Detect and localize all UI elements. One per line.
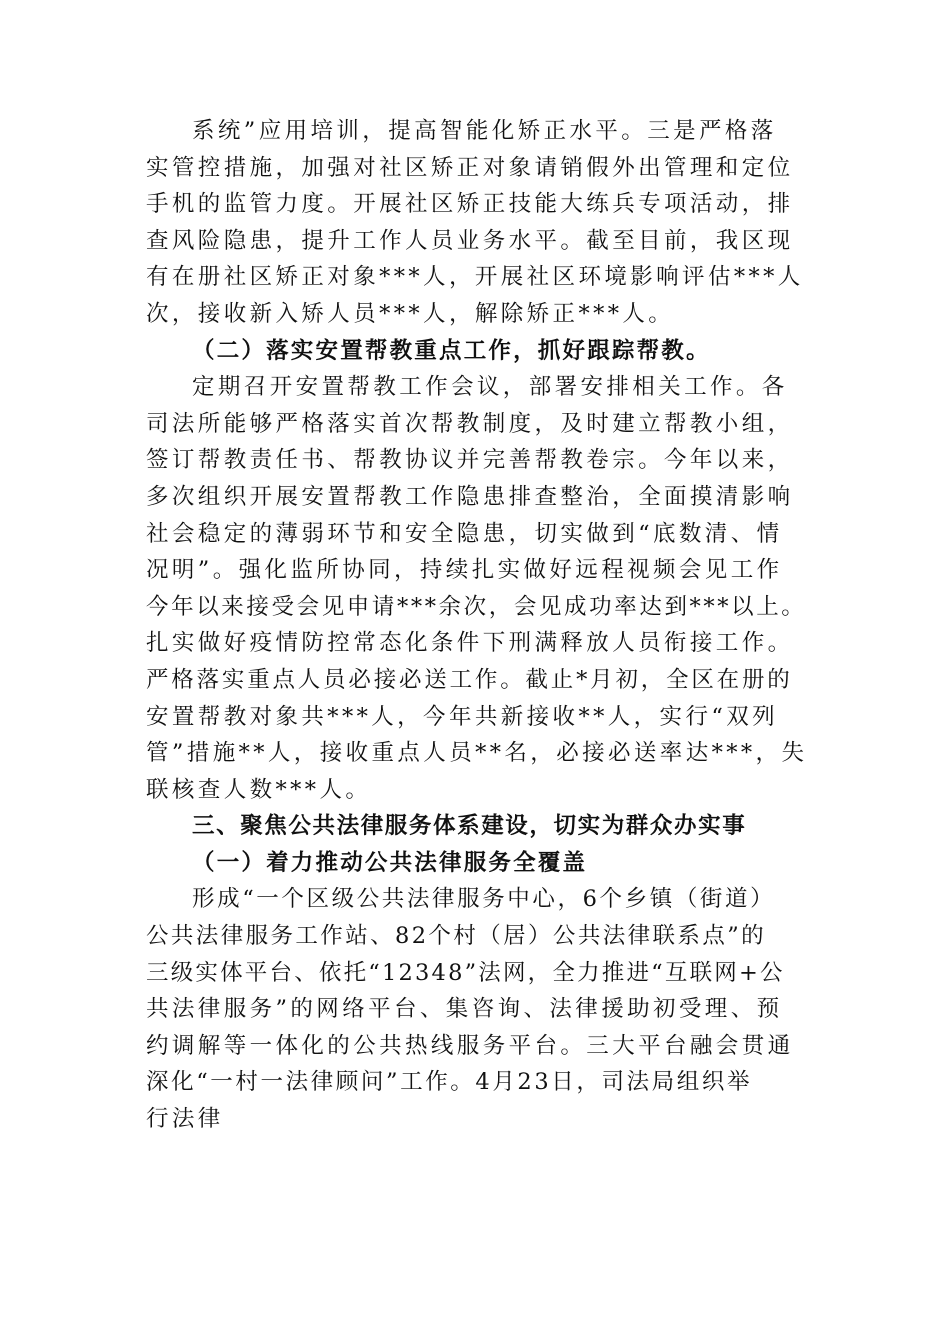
paragraph-line: 今年以来接受会见申请***余次，会见成功率达到***以上。 [146,593,807,620]
paragraph-line: 社会稳定的薄弱环节和安全隐患，切实做到“底数清、情 [146,520,783,547]
section-subheading: （一）着力推动公共法律服务全覆盖 [192,849,588,876]
paragraph-line: 约调解等一体化的公共热线服务平台。三大平台融会贯通 [146,1032,794,1059]
paragraph-line: 况明”。强化监所协同，持续扎实做好远程视频会见工作 [146,557,783,584]
section-subheading: （二）落实安置帮教重点工作，抓好跟踪帮教。 [192,337,711,364]
paragraph-line: 实管控措施，加强对社区矫正对象请销假外出管理和定位 [146,154,794,181]
paragraph-line: 司法所能够严格落实首次帮教制度，及时建立帮教小组， [146,410,794,437]
paragraph-line: 深化“一村一法律顾问”工作。4月23日，司法局组织举 [146,1069,753,1096]
paragraph-line: 有在册社区矫正对象***人，开展社区环境影响评估***人 [146,264,804,291]
paragraph-line: 行法律 [146,1106,224,1133]
paragraph-line: 多次组织开展安置帮教工作隐患排查整治，全面摸清影响 [146,483,794,510]
paragraph-line: 公共法律服务工作站、82个村（居）公共法律联系点”的 [146,923,767,950]
paragraph-line: 手机的监管力度。开展社区矫正技能大练兵专项活动，排 [146,191,794,218]
paragraph-line: 查风险隐患，提升工作人员业务水平。截至目前，我区现 [146,227,794,254]
section-heading: 三、聚焦公共法律服务体系建设，切实为群众办实事 [192,813,747,840]
paragraph-line: 管”措施**人，接收重点人员**名，必接必送率达***，失 [146,740,808,767]
paragraph-line: 系统”应用培训，提高智能化矫正水平。三是严格落 [192,118,777,144]
paragraph-line: 形成“一个区级公共法律服务中心，6个乡镇（街道） [192,886,776,913]
paragraph-line: 定期召开安置帮教工作会议，部署安排相关工作。各 [192,374,788,401]
paragraph-line: 联核查人数***人。 [146,776,372,803]
paragraph-line: 签订帮教责任书、帮教协议并完善帮教卷宗。今年以来， [146,447,794,474]
paragraph-line: 安置帮教对象共***人，今年共新接收**人，实行“双列 [146,703,779,730]
paragraph-line: 严格落实重点人员必接必送工作。截止*月初，全区在册的 [146,666,793,693]
document-body [146,113,816,1138]
paragraph-line: 三级实体平台、依托“12348”法网，全力推进“互联网+公 [146,959,785,986]
paragraph-line: 次，接收新入矫人员***人，解除矫正***人。 [146,300,675,327]
paragraph-line: 扎实做好疫情防控常态化条件下刑满释放人员衔接工作。 [146,630,794,657]
paragraph-line: 共法律服务”的网络平台、集咨询、法律援助初受理、预 [146,996,783,1023]
